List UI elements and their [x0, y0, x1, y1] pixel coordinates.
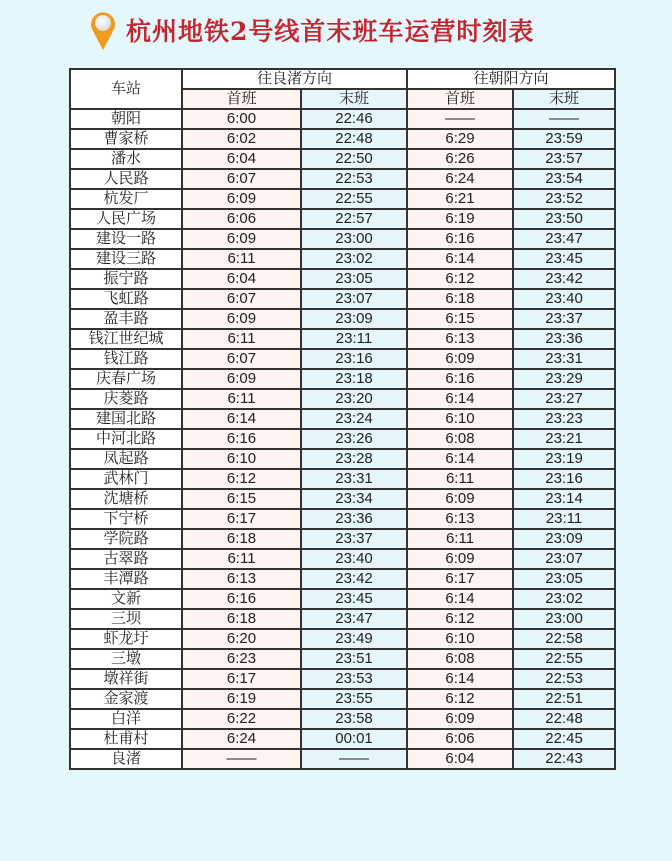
table-row	[70, 569, 615, 589]
table-row	[70, 709, 615, 729]
table-row	[70, 209, 615, 229]
station-name: 建设一路	[70, 229, 182, 249]
location-pin-icon	[88, 9, 118, 51]
first-train-chaoyang: 6:29	[407, 129, 513, 149]
first-train-chaoyang: 6:09	[407, 349, 513, 369]
first-train-chaoyang: 6:04	[407, 749, 513, 769]
first-train-chaoyang: 6:24	[407, 169, 513, 189]
last-train-chaoyang: 23:36	[513, 329, 615, 349]
table-row	[70, 189, 615, 209]
station-name: 建国北路	[70, 409, 182, 429]
first-train-liangzhu: 6:24	[182, 729, 301, 749]
table-row	[70, 429, 615, 449]
station-name: 杜甫村	[70, 729, 182, 749]
last-train-header: 末班	[513, 89, 615, 109]
last-train-chaoyang: 23:00	[513, 609, 615, 629]
first-train-chaoyang: 6:14	[407, 669, 513, 689]
first-train-liangzhu: 6:20	[182, 629, 301, 649]
first-train-liangzhu: 6:07	[182, 289, 301, 309]
table-row	[70, 349, 615, 369]
last-train-liangzhu: 22:50	[301, 149, 407, 169]
last-train-liangzhu: 23:07	[301, 289, 407, 309]
last-train-liangzhu: 23:49	[301, 629, 407, 649]
last-train-liangzhu: 23:58	[301, 709, 407, 729]
station-name: 丰潭路	[70, 569, 182, 589]
station-name: 三墩	[70, 649, 182, 669]
last-train-chaoyang: 22:48	[513, 709, 615, 729]
first-train-chaoyang: 6:14	[407, 389, 513, 409]
last-train-chaoyang: 23:37	[513, 309, 615, 329]
first-train-chaoyang: 6:26	[407, 149, 513, 169]
first-train-chaoyang: 6:10	[407, 629, 513, 649]
table-row	[70, 629, 615, 649]
first-train-liangzhu: 6:07	[182, 349, 301, 369]
table-row	[70, 589, 615, 609]
station-name: 中河北路	[70, 429, 182, 449]
last-train-chaoyang: 22:51	[513, 689, 615, 709]
last-train-liangzhu: 23:11	[301, 329, 407, 349]
last-train-chaoyang: 23:45	[513, 249, 615, 269]
last-train-liangzhu: 23:16	[301, 349, 407, 369]
station-name: 虾龙圩	[70, 629, 182, 649]
last-train-chaoyang: 23:54	[513, 169, 615, 189]
station-name: 沈塘桥	[70, 489, 182, 509]
last-train-liangzhu: 23:55	[301, 689, 407, 709]
table-row	[70, 609, 615, 629]
last-train-liangzhu: 23:28	[301, 449, 407, 469]
last-train-chaoyang: 22:43	[513, 749, 615, 769]
first-train-liangzhu: 6:09	[182, 229, 301, 249]
last-train-liangzhu: 23:09	[301, 309, 407, 329]
first-train-liangzhu: 6:16	[182, 589, 301, 609]
first-train-liangzhu: 6:04	[182, 269, 301, 289]
direction-chaoyang-header: 往朝阳方向	[407, 69, 615, 89]
table-row	[70, 129, 615, 149]
last-train-chaoyang: 23:47	[513, 229, 615, 249]
direction-liangzhu-header: 往良渚方向	[182, 69, 407, 89]
first-train-chaoyang: 6:12	[407, 269, 513, 289]
first-train-liangzhu: ——	[182, 749, 301, 769]
station-name: 人民路	[70, 169, 182, 189]
last-train-chaoyang: 23:07	[513, 549, 615, 569]
first-train-chaoyang: 6:06	[407, 729, 513, 749]
last-train-liangzhu: 23:45	[301, 589, 407, 609]
first-train-chaoyang: 6:14	[407, 249, 513, 269]
last-train-liangzhu: 23:20	[301, 389, 407, 409]
table-row	[70, 529, 615, 549]
first-train-chaoyang: 6:09	[407, 709, 513, 729]
station-name: 庆菱路	[70, 389, 182, 409]
station-name: 文新	[70, 589, 182, 609]
station-name: 三坝	[70, 609, 182, 629]
table-row	[70, 389, 615, 409]
station-name: 凤起路	[70, 449, 182, 469]
last-train-chaoyang: 22:45	[513, 729, 615, 749]
first-train-liangzhu: 6:13	[182, 569, 301, 589]
first-train-chaoyang: 6:08	[407, 649, 513, 669]
station-name: 建设三路	[70, 249, 182, 269]
table-row	[70, 749, 615, 769]
first-train-liangzhu: 6:09	[182, 189, 301, 209]
table-row	[70, 289, 615, 309]
first-train-chaoyang: 6:12	[407, 609, 513, 629]
table-row	[70, 409, 615, 429]
table-row	[70, 469, 615, 489]
first-train-liangzhu: 6:11	[182, 329, 301, 349]
last-train-liangzhu: 22:46	[301, 109, 407, 129]
last-train-liangzhu: 23:34	[301, 489, 407, 509]
last-train-chaoyang: 23:02	[513, 589, 615, 609]
first-train-chaoyang: ——	[407, 109, 513, 129]
table-row	[70, 149, 615, 169]
first-train-chaoyang: 6:09	[407, 549, 513, 569]
first-train-header: 首班	[182, 89, 301, 109]
station-name: 朝阳	[70, 109, 182, 129]
table-row	[70, 109, 615, 129]
last-train-chaoyang: 23:27	[513, 389, 615, 409]
first-train-liangzhu: 6:14	[182, 409, 301, 429]
last-train-liangzhu: 23:05	[301, 269, 407, 289]
first-train-liangzhu: 6:18	[182, 609, 301, 629]
last-train-chaoyang: 22:53	[513, 669, 615, 689]
first-train-liangzhu: 6:00	[182, 109, 301, 129]
table-row	[70, 689, 615, 709]
last-train-chaoyang: 22:55	[513, 649, 615, 669]
last-train-liangzhu: 23:37	[301, 529, 407, 549]
station-name: 墩祥街	[70, 669, 182, 689]
last-train-chaoyang: 23:23	[513, 409, 615, 429]
last-train-chaoyang: 23:11	[513, 509, 615, 529]
table-row	[70, 329, 615, 349]
last-train-liangzhu: 23:40	[301, 549, 407, 569]
last-train-chaoyang: 23:16	[513, 469, 615, 489]
first-train-liangzhu: 6:22	[182, 709, 301, 729]
last-train-chaoyang: 23:14	[513, 489, 615, 509]
first-train-header: 首班	[407, 89, 513, 109]
table-row	[70, 269, 615, 289]
station-header: 车站	[70, 69, 182, 109]
station-name: 振宁路	[70, 269, 182, 289]
first-train-chaoyang: 6:13	[407, 509, 513, 529]
table-row	[70, 309, 615, 329]
station-name: 飞虹路	[70, 289, 182, 309]
table-row	[70, 729, 615, 749]
last-train-chaoyang: 23:29	[513, 369, 615, 389]
first-train-chaoyang: 6:09	[407, 489, 513, 509]
table-row	[70, 249, 615, 269]
last-train-liangzhu: 23:31	[301, 469, 407, 489]
first-train-chaoyang: 6:13	[407, 329, 513, 349]
page-header	[88, 10, 534, 50]
header-row-directions	[70, 69, 615, 89]
first-train-liangzhu: 6:11	[182, 389, 301, 409]
first-train-liangzhu: 6:10	[182, 449, 301, 469]
last-train-chaoyang: 23:59	[513, 129, 615, 149]
last-train-liangzhu: 23:53	[301, 669, 407, 689]
table-row	[70, 549, 615, 569]
first-train-chaoyang: 6:15	[407, 309, 513, 329]
first-train-liangzhu: 6:06	[182, 209, 301, 229]
last-train-chaoyang: ——	[513, 109, 615, 129]
first-train-chaoyang: 6:14	[407, 449, 513, 469]
station-name: 曹家桥	[70, 129, 182, 149]
last-train-chaoyang: 23:57	[513, 149, 615, 169]
timetable	[69, 68, 616, 770]
station-name: 下宁桥	[70, 509, 182, 529]
first-train-liangzhu: 6:17	[182, 669, 301, 689]
first-train-chaoyang: 6:14	[407, 589, 513, 609]
station-name: 良渚	[70, 749, 182, 769]
last-train-liangzhu: 22:53	[301, 169, 407, 189]
first-train-liangzhu: 6:09	[182, 309, 301, 329]
table-row	[70, 229, 615, 249]
station-name: 钱江世纪城	[70, 329, 182, 349]
last-train-chaoyang: 23:52	[513, 189, 615, 209]
first-train-liangzhu: 6:11	[182, 249, 301, 269]
table-row	[70, 489, 615, 509]
last-train-liangzhu: 23:24	[301, 409, 407, 429]
first-train-liangzhu: 6:19	[182, 689, 301, 709]
last-train-chaoyang: 22:58	[513, 629, 615, 649]
table-row	[70, 449, 615, 469]
station-name: 学院路	[70, 529, 182, 549]
table-row	[70, 669, 615, 689]
first-train-chaoyang: 6:17	[407, 569, 513, 589]
first-train-liangzhu: 6:16	[182, 429, 301, 449]
first-train-chaoyang: 6:19	[407, 209, 513, 229]
first-train-liangzhu: 6:07	[182, 169, 301, 189]
station-name: 白洋	[70, 709, 182, 729]
station-name: 盈丰路	[70, 309, 182, 329]
station-name: 人民广场	[70, 209, 182, 229]
last-train-liangzhu: 00:01	[301, 729, 407, 749]
first-train-chaoyang: 6:11	[407, 529, 513, 549]
first-train-liangzhu: 6:09	[182, 369, 301, 389]
last-train-chaoyang: 23:05	[513, 569, 615, 589]
first-train-liangzhu: 6:02	[182, 129, 301, 149]
station-name: 武林门	[70, 469, 182, 489]
first-train-liangzhu: 6:23	[182, 649, 301, 669]
station-name: 庆春广场	[70, 369, 182, 389]
first-train-liangzhu: 6:11	[182, 549, 301, 569]
last-train-chaoyang: 23:50	[513, 209, 615, 229]
last-train-liangzhu: 23:18	[301, 369, 407, 389]
first-train-chaoyang: 6:18	[407, 289, 513, 309]
last-train-chaoyang: 23:21	[513, 429, 615, 449]
last-train-chaoyang: 23:42	[513, 269, 615, 289]
station-name: 潘水	[70, 149, 182, 169]
last-train-liangzhu: 22:48	[301, 129, 407, 149]
first-train-chaoyang: 6:11	[407, 469, 513, 489]
first-train-liangzhu: 6:15	[182, 489, 301, 509]
page-title: 杭州地铁2号线首末班车运营时刻表	[126, 17, 535, 46]
first-train-liangzhu: 6:04	[182, 149, 301, 169]
first-train-liangzhu: 6:18	[182, 529, 301, 549]
first-train-liangzhu: 6:12	[182, 469, 301, 489]
last-train-liangzhu: ——	[301, 749, 407, 769]
table-row	[70, 509, 615, 529]
last-train-chaoyang: 23:40	[513, 289, 615, 309]
first-train-liangzhu: 6:17	[182, 509, 301, 529]
last-train-liangzhu: 23:42	[301, 569, 407, 589]
last-train-chaoyang: 23:09	[513, 529, 615, 549]
last-train-liangzhu: 23:00	[301, 229, 407, 249]
last-train-liangzhu: 23:47	[301, 609, 407, 629]
table-row	[70, 169, 615, 189]
table-row	[70, 649, 615, 669]
last-train-chaoyang: 23:31	[513, 349, 615, 369]
last-train-liangzhu: 23:51	[301, 649, 407, 669]
last-train-liangzhu: 23:36	[301, 509, 407, 529]
station-name: 金家渡	[70, 689, 182, 709]
table-row	[70, 369, 615, 389]
first-train-chaoyang: 6:16	[407, 369, 513, 389]
last-train-liangzhu: 22:55	[301, 189, 407, 209]
first-train-chaoyang: 6:12	[407, 689, 513, 709]
last-train-chaoyang: 23:19	[513, 449, 615, 469]
last-train-header: 末班	[301, 89, 407, 109]
last-train-liangzhu: 23:02	[301, 249, 407, 269]
station-name: 杭发厂	[70, 189, 182, 209]
station-name: 古翠路	[70, 549, 182, 569]
first-train-chaoyang: 6:10	[407, 409, 513, 429]
first-train-chaoyang: 6:21	[407, 189, 513, 209]
station-name: 钱江路	[70, 349, 182, 369]
first-train-chaoyang: 6:16	[407, 229, 513, 249]
last-train-liangzhu: 23:26	[301, 429, 407, 449]
first-train-chaoyang: 6:08	[407, 429, 513, 449]
last-train-liangzhu: 22:57	[301, 209, 407, 229]
